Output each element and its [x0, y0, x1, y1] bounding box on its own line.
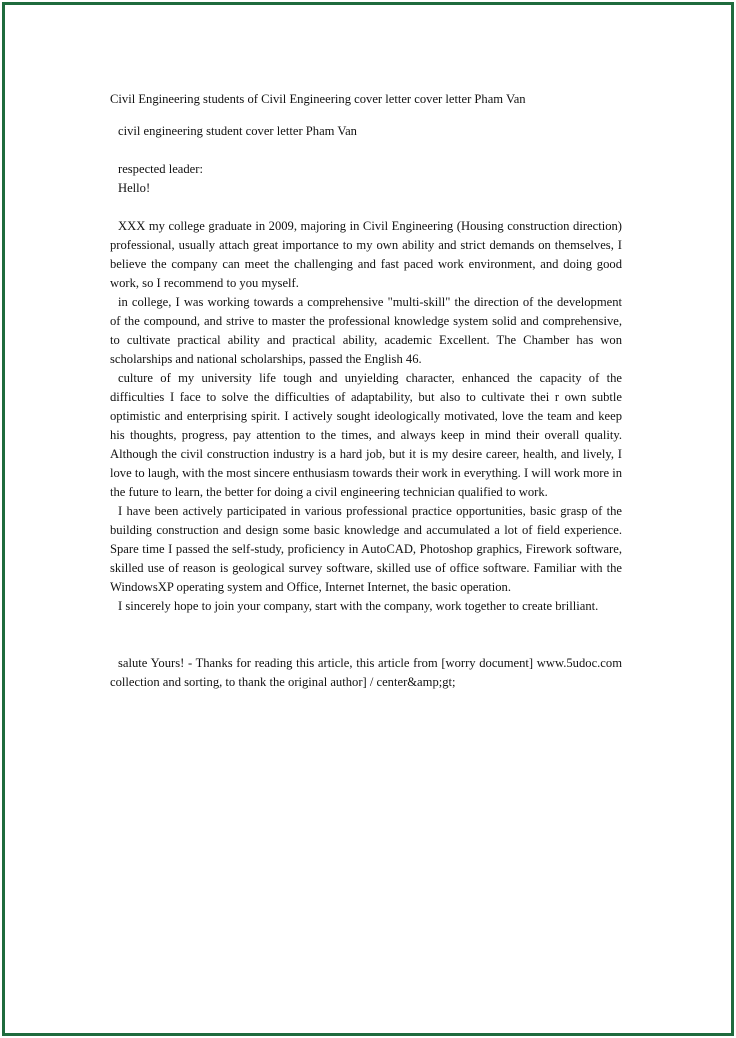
spacer [110, 616, 622, 654]
closing-note: salute Yours! - Thanks for reading this article, this article from [worry document] www.5udoc.com collection and sorting, to thank the original author] / center&amp;gt; [110, 656, 622, 689]
letter-subtitle: civil engineering student cover letter Pham Van [118, 124, 357, 138]
salutation: respected leader: [118, 162, 203, 176]
paragraph-culture: culture of my university life tough and unyielding character, enhanced the capacity of the difficulties I face to solve the difficulties of adaptability, but also to cultivate thei r own subtle optimistic and enterprising spirit. I actively sought ideologically motivated, love the team and keep his thoughts, progress, pay attention to the times, and always keep in mind their overall quality. Although the civil construction industry is a hard job, but it is my desire career, health, and lively, I love to laugh, with the most sincere enthusiasm towards their work in everything. I will work more in the future to learn, the better for doing a civil engineering technician qualified to work. [110, 371, 622, 499]
paragraph-college: in college, I was working towards a comprehensive "multi-skill" the direction of the development of the compound, and strive to master the professional knowledge system solid and comprehensive, to cultivate practical ability and practical ability, academic Excellent. The Chamber has won scholarships and national scholarships, passed the English 46. [110, 295, 622, 366]
paragraph-hope: I sincerely hope to join your company, start with the company, work together to create brilliant. [118, 599, 599, 613]
letter-title: Civil Engineering students of Civil Engineering cover letter cover letter Pham Van [110, 92, 526, 106]
greeting: Hello! [118, 181, 151, 195]
paragraph-intro: XXX my college graduate in 2009, majoring in Civil Engineering (Housing construction direction) professional, usually attach great importance to my own ability and strict demands on themselves, I believe the company can meet the challenging and fast paced work environment, and doing good work, so I recommend to you myself. [110, 219, 622, 290]
letter-body [110, 90, 622, 692]
spacer [110, 198, 622, 217]
paragraph-experience: I have been actively participated in various professional practice opportunities, basic grasp of the building construction and design some basic knowledge and accumulated a lot of field experience. Spare time I passed the self-study, proficiency in AutoCAD, Photoshop graphics, Firework software, skilled use of reason is geological survey software, skilled use of office software. Familiar with the WindowsXP operating system and Office, Internet Internet, the basic operation. [110, 504, 622, 594]
